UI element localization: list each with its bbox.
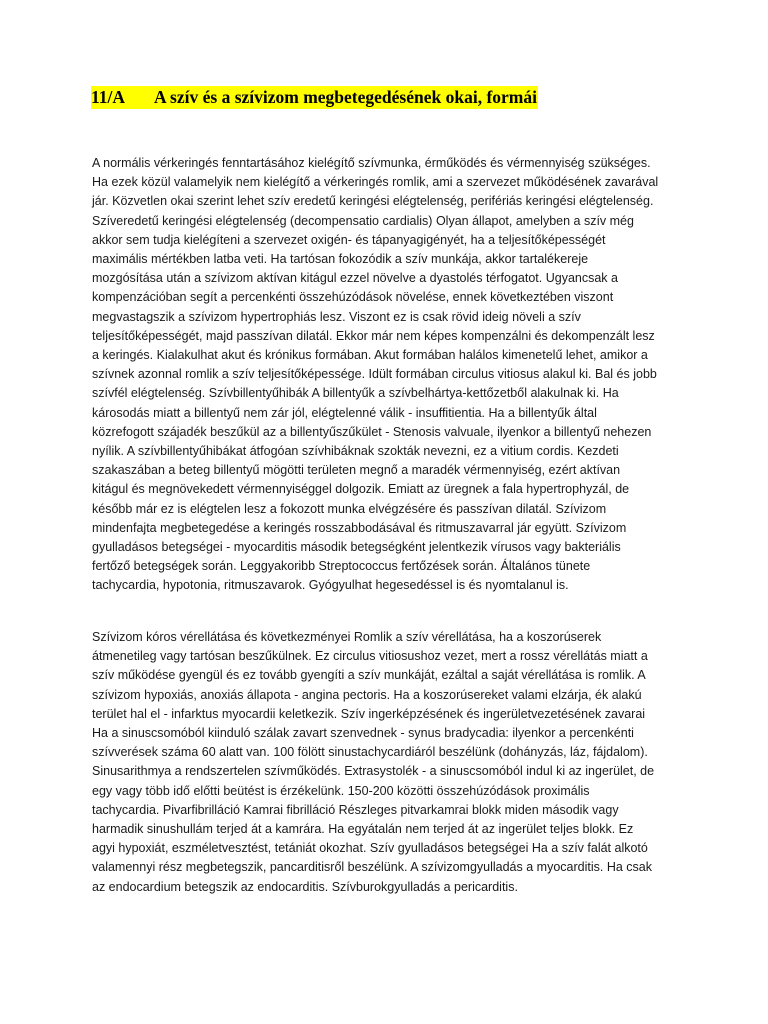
text-line: kompenzációban segít a percenkénti összehúzódások növelése, ennek következtében viszont — [92, 290, 614, 305]
text-line: szakaszában a beteg billentyű mögötti területen megnő a maradék vérmennyiség, ezért aktívan — [92, 463, 621, 478]
text-line: harmadik sinushullám terjed át a kamrára. Ha egyátalán nem terjed át az ingerület teljes blokk. Ez — [92, 822, 634, 837]
text-line: közrefogott szájadék beszűkül az a billentyűszűkület - Stenosis valvuale, ilyenkor a billentyű nehezen — [92, 424, 652, 439]
text-line: kitágul és megnövekedett vérmennyiséggel dolgozik. Emiatt az üregnek a fala hypertrophyzál, de — [92, 482, 630, 497]
text-line: átmenetileg vagy tartósan beszűkülnek. Ez circulus vitiosushoz vezet, mert a rossz vérellátás miatt a — [92, 649, 648, 664]
text-line: maximális mértékben latba veti. Ha tartósan fokozódik a szív munkája, akkor tartalékereje — [92, 252, 589, 267]
text-line: szívfél elégtelenség. Szívbillentyűhibák A billentyűk a szívbelhártya-kettőzetből alakulnak ki. Ha — [92, 386, 619, 401]
text-line: tachycardia, hypotonia, ritmuszavarok. Gyógyulhat hegesedéssel is és nyomtalanul is. — [92, 578, 569, 593]
text-line: később már ez is elégtelen lesz a fokozott munka elvégzésére és passzívan dilatál. Szívizom — [92, 501, 607, 516]
text-line: szívverések száma 60 alatt van. 100 fölött sinustachycardiáról beszélünk (dohányzás, láz, fájdalom). — [92, 745, 648, 760]
text-line: egy vagy több idő előtti beütést is érzékelünk. 150-200 közötti összehúzódások proximális — [92, 783, 590, 798]
text-line: Ha ezek közül valamelyik nem kielégítő a vérkeringés romlik, ami a szervezet működésének zavarával — [92, 175, 659, 190]
section-number: 11/A — [91, 87, 126, 107]
text-line: akkor sem tudja kielégíteni a szervezet oxigén- és tápanyagigényét, ha a teljesítőképességét — [92, 232, 606, 247]
text-line: szívnek azonnal romlik a szív teljesítőképessége. Idült formában circulus vitiosus alakul ki. Bal és jobb — [92, 367, 657, 382]
text-line: jár. Közvetlen okai szerint lehet szív eredetű keringési elégtelenség, perifériás keringési elégtelenség. — [92, 194, 654, 209]
section-title: A szív és a szívizom megbetegedésének okai, formái — [154, 87, 537, 107]
text-line: Szíveredetű keringési elégtelenség (decompensatio cardialis) Olyan állapot, amelyben a szív még — [92, 213, 634, 228]
text-line: mindenfajta megbetegedése a keringés rosszabbodásával és ritmuszavarral jár együtt. Szívizom — [92, 520, 627, 535]
text-line: az endocardium betegszik az endocarditis. Szívburokgyulladás a pericarditis. — [92, 879, 518, 894]
text-line: teljesítőképességét, majd passzívan dilatál. Ekkor már nem képes kompenzálni és dekompenzált lesz — [92, 328, 655, 343]
paragraph-heart-failure — [92, 154, 682, 596]
text-line: tachycardia. Pivarfibrilláció Kamrai fibrilláció Részleges pitvarkamrai blokk miden második vagy — [92, 802, 619, 817]
text-line: Ha a sinuscsomóból kiinduló szálak zavart szenvednek - synus bradycadia: ilyenkor a percenkénti — [92, 726, 634, 741]
paragraph-blood-supply — [92, 628, 682, 897]
text-line: terület hal el - infarktus myocardii keletkezik. Szív ingerképzésének és ingerületvezetésének zavarai — [92, 706, 646, 721]
text-line: Szívizom kóros vérellátása és következményei Romlik a szív vérellátása, ha a koszorúserek — [92, 630, 602, 644]
text-line: nyílik. A szívbillentyűhibákat átfogóan szívhibáknak szokták nevezni, ez a vitium cordis. Kezdeti — [92, 444, 619, 459]
text-line: mozgósítása után a szívizom aktívan kitágul ezzel növelve a dyastolés térfogatot. Ugyancsak a — [92, 271, 618, 286]
text-line: szívizom hypoxiás, anoxiás állapota - angina pectoris. Ha a koszorúsereket valami elzárja, ék alakú — [92, 687, 642, 702]
text-line: Sinusarithmya a rendszertelen szívműködés. Extrasystolék - a sinuscsomóból indul ki az ingerület, de — [92, 764, 655, 779]
text-line: fertőző betegségek során. Leggyakoribb Streptococcus fertőzések során. Általános tünete — [92, 559, 591, 574]
text-line: szív működése gyengül és ez tovább gyengíti a szív munkáját, ezáltal a saját vérellátása is romlik. A — [92, 668, 646, 683]
text-line: megvastagszik a szívizom hypertrophiás lesz. Viszont ez is csak rövid ideig növeli a szív — [92, 309, 581, 324]
text-line: a keringés. Kialakulhat akut és krónikus formában. Akut formában halálos kimenetelű lehet, amikor a — [92, 348, 648, 363]
text-line: gyulladásos betegségei - myocarditis második betegségként jelentkezik vírusos vagy bakteriális — [92, 540, 621, 555]
text-line: valamennyi rész megbetegszik, pancarditisről beszélünk. A szívizomgyulladás a myocarditis. Ha csak — [92, 860, 652, 875]
text-line: károsodás miatt a billentyű nem zár jól, elégtelenné válik - insuffitientia. Ha a billentyűk által — [92, 405, 597, 420]
text-line: A normális vérkeringés fenntartásához kielégítő szívmunka, érműködés és vérmennyiség szükséges. — [92, 156, 651, 170]
page-title — [91, 86, 538, 109]
text-line: agyi hypoxiát, eszméletvesztést, tetániát okozhat. Szív gyulladásos betegségei Ha a szív falát alkotó — [92, 841, 648, 856]
